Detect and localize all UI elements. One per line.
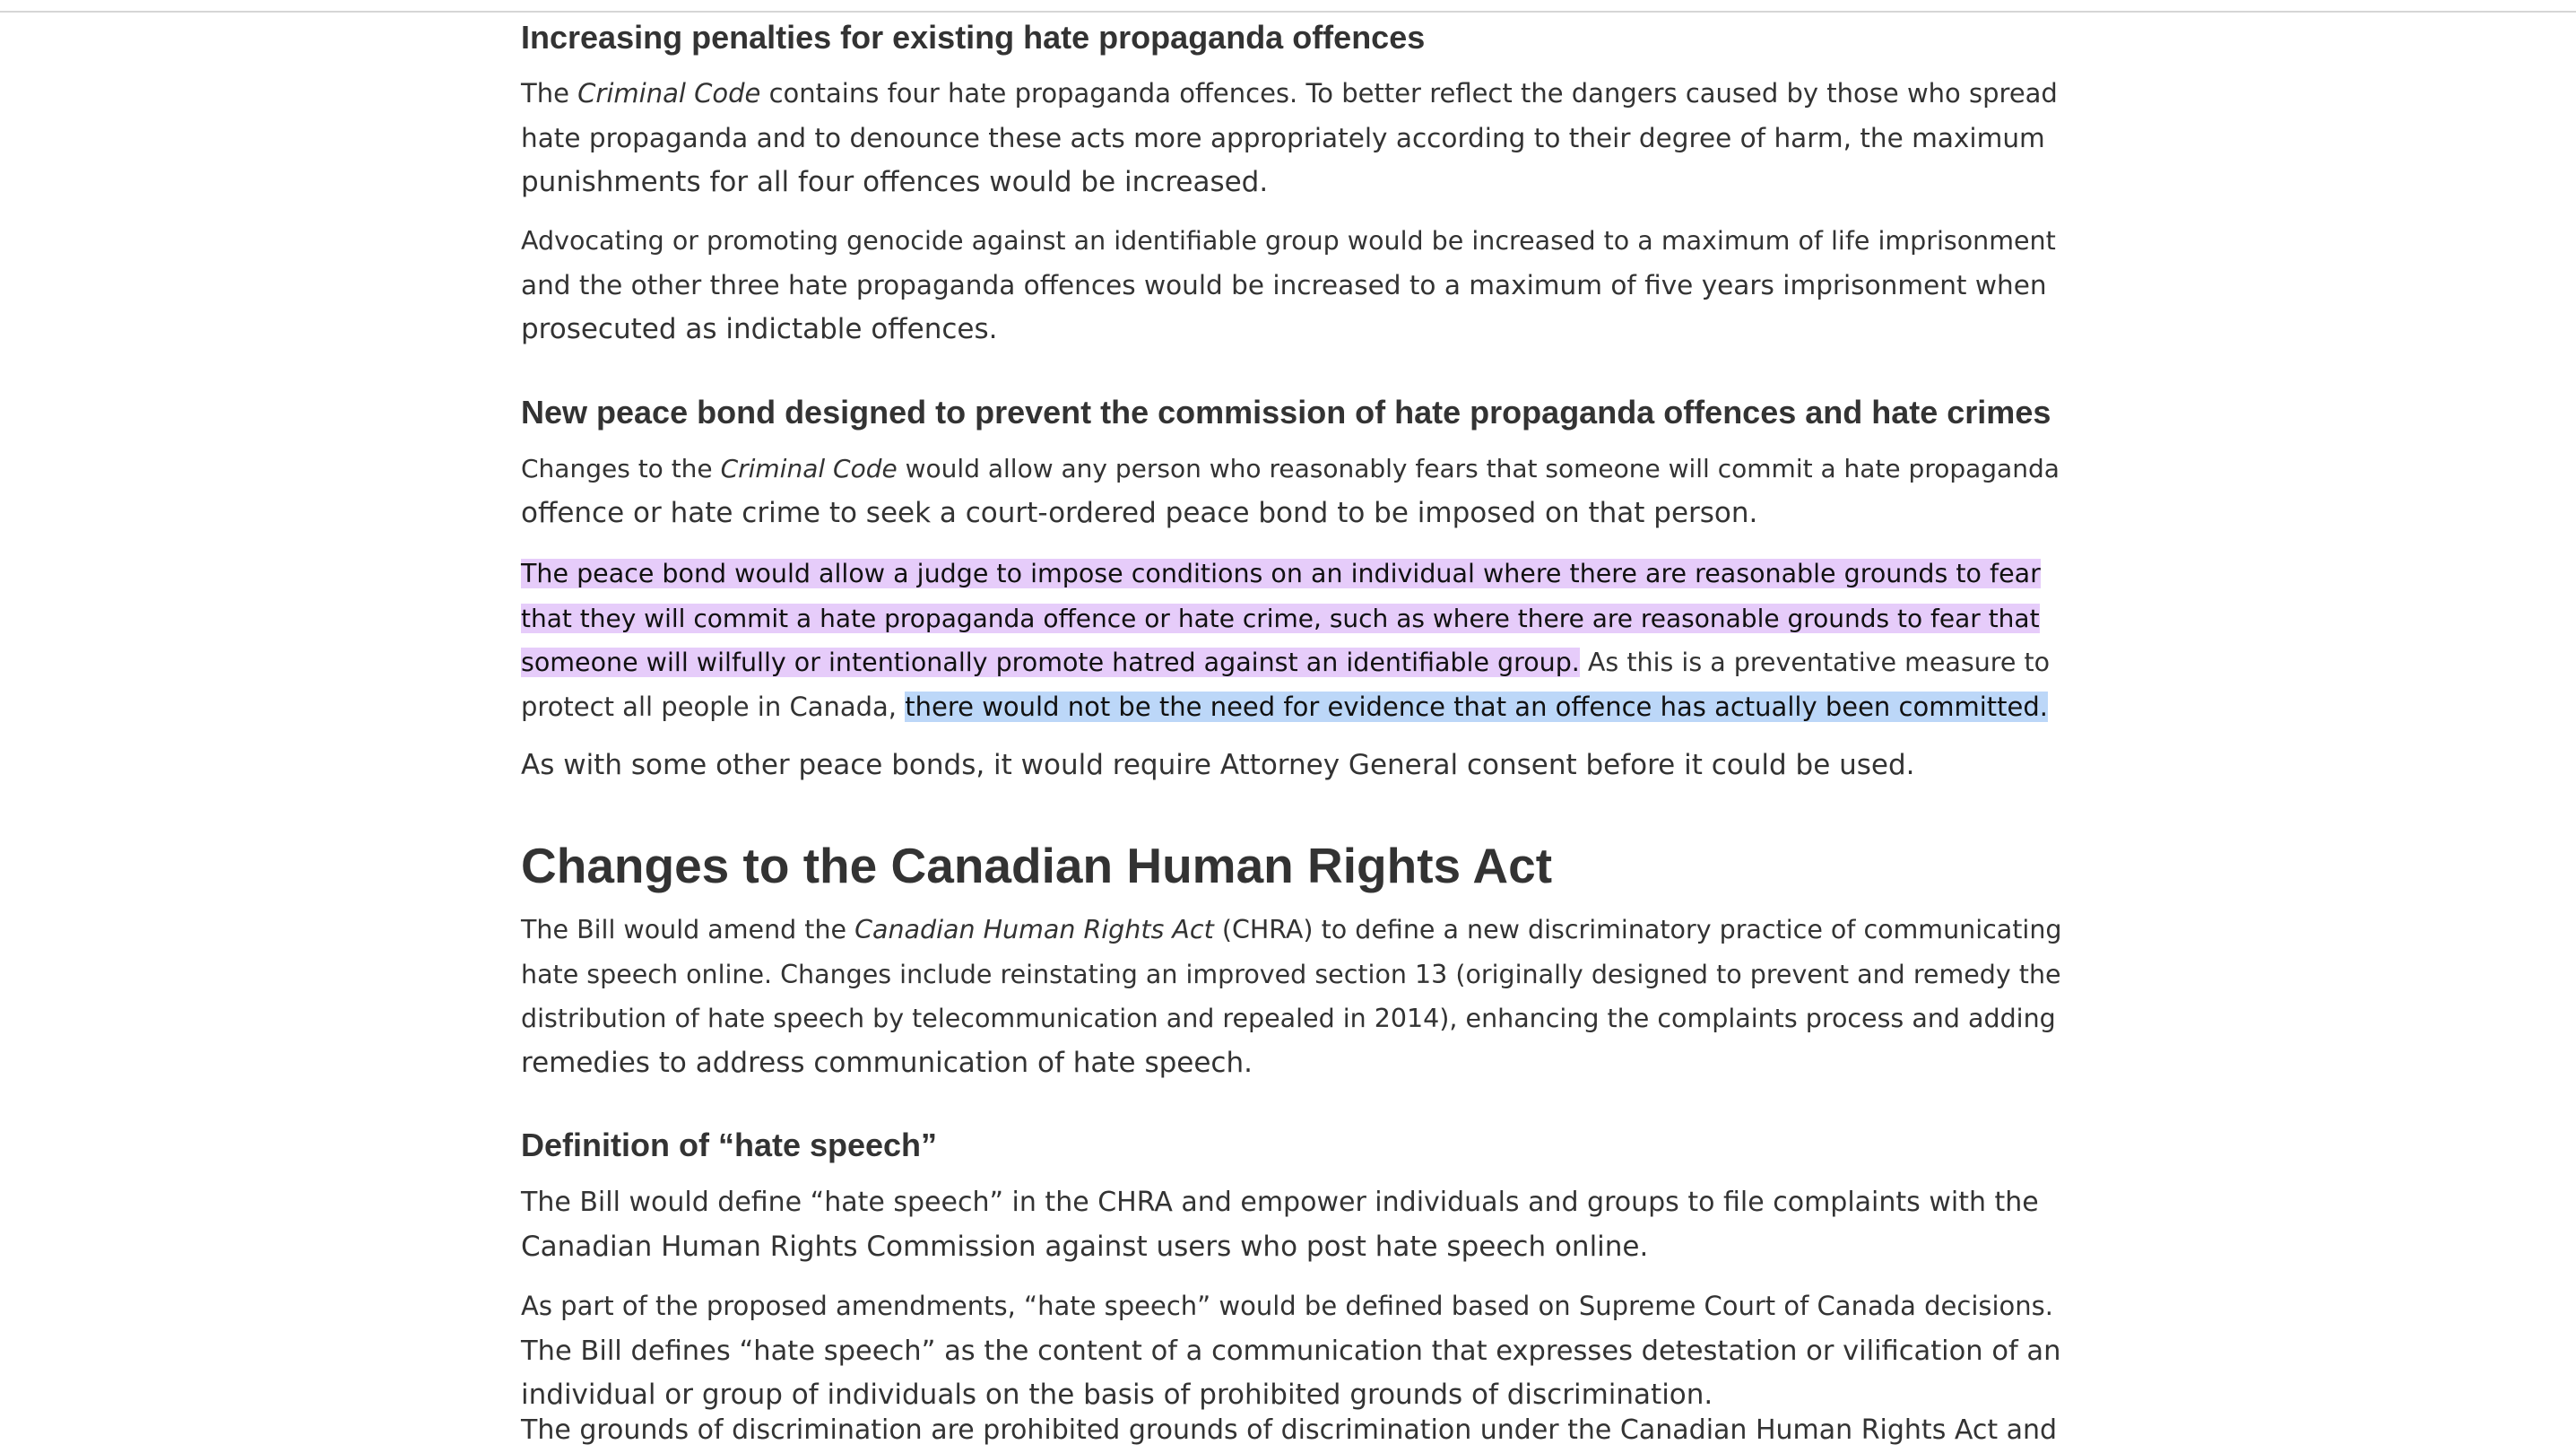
- paragraph-chra-amendment: [521, 908, 2063, 1085]
- paragraph-hate-speech-definition: [521, 1284, 2063, 1418]
- heading-chra-changes: Changes to the Canadian Human Rights Act: [521, 838, 1553, 893]
- paragraph-peace-bond-conditions: [521, 552, 2063, 729]
- text-line: and the other three hate propaganda offences would be increased to a maximum of five years imprisonment when: [521, 269, 2047, 300]
- text-line: hate propaganda and to denounce these acts more appropriately according to their degree of harm, the maximum: [521, 122, 2045, 153]
- text-line: The Bill would amend the Canadian Human Rights Act (CHRA) to define a new discriminatory practice of communicating: [521, 915, 2062, 944]
- text-line: The grounds of discrimination are prohibited grounds of discrimination under the Canadian Human Rights Act and: [521, 1414, 2058, 1446]
- text-line: remedies to address communication of hate speech.: [521, 1046, 1253, 1079]
- text-line: The Bill defines “hate speech” as the content of a communication that expresses detestation or vilification of an: [521, 1335, 2061, 1367]
- top-divider: [0, 11, 2576, 13]
- paragraph-hate-speech-complaints: [521, 1180, 2063, 1269]
- text-line: As with some other peace bonds, it would require Attorney General consent before it could be used.: [521, 749, 1915, 781]
- chra-title: Canadian Human Rights Act: [854, 915, 1214, 944]
- criminal-code-title: Criminal Code: [577, 78, 761, 109]
- text-line: distribution of hate speech by telecommunication and repealed in 2014), enhancing the complaints process and adding: [521, 1004, 2056, 1033]
- heading-new-peace-bond: New peace bond designed to prevent the commission of hate propaganda offences and hate crimes: [521, 394, 2051, 431]
- heading-increasing-penalties: Increasing penalties for existing hate propaganda offences: [521, 19, 1426, 56]
- text-line: Changes to the Criminal Code would allow any person who reasonably fears that someone will commit a hate propaganda: [521, 454, 2060, 483]
- text-line: protect all people in Canada, there would not be the need for evidence that an offence has actually been committed.: [521, 691, 2048, 722]
- text-line: punishments for all four offences would be increased.: [521, 166, 1269, 198]
- criminal-code-title: Criminal Code: [720, 454, 898, 483]
- text-line: As part of the proposed amendments, “hate speech” would be defined based on Supreme Court of Canada decisions.: [521, 1291, 2053, 1321]
- paragraph-genocide-penalties: [521, 219, 2063, 352]
- text-line: Canadian Human Rights Commission against users who post hate speech online.: [521, 1230, 1649, 1263]
- text-line: someone will wilfully or intentionally promote hatred against an identifiable group. As this is a preventative measure to: [521, 648, 2051, 677]
- purple-highlight[interactable]: that they will commit a hate propaganda offence or hate crime, such as where there are reasonable grounds to fear that: [521, 603, 2040, 633]
- text-line: [521, 596, 2063, 641]
- text-line: The Bill would define “hate speech” in the CHRA and empower individuals and groups to file complaints with the: [521, 1187, 2039, 1218]
- paragraph-peace-bond-changes: [521, 447, 2063, 535]
- text-line: offence or hate crime to seek a court-ordered peace bond to be imposed on that person.: [521, 496, 1758, 529]
- purple-highlight[interactable]: The peace bond would allow a judge to impose conditions on an individual where there are reasonable grounds to fear: [521, 559, 2041, 588]
- blue-highlight[interactable]: there would not be the need for evidence that an offence has actually been committed.: [905, 691, 2048, 722]
- heading-definition-hate-speech: Definition of “hate speech”: [521, 1127, 938, 1163]
- paragraph-criminal-code-offences: [521, 72, 2063, 205]
- text-line: The Criminal Code contains four hate propaganda offences. To better reflect the dangers caused by those who spread: [521, 78, 2058, 109]
- purple-highlight[interactable]: someone will wilfully or intentionally promote hatred against an identifiable group.: [521, 648, 1580, 677]
- text-line: Advocating or promoting genocide against an identifiable group would be increased to a maximum of life imprisonment: [521, 226, 2056, 256]
- text-line: [521, 552, 2063, 596]
- text-line: hate speech online. Changes include reinstating an improved section 13 (originally designed to prevent and remedy the: [521, 959, 2061, 989]
- paragraph-cut-off: [521, 1414, 2063, 1449]
- text-line: individual or group of individuals on the basis of prohibited grounds of discrimination.: [521, 1379, 1713, 1411]
- paragraph-attorney-general-consent: [521, 744, 2063, 788]
- text-line: prosecuted as indictable offences.: [521, 313, 998, 345]
